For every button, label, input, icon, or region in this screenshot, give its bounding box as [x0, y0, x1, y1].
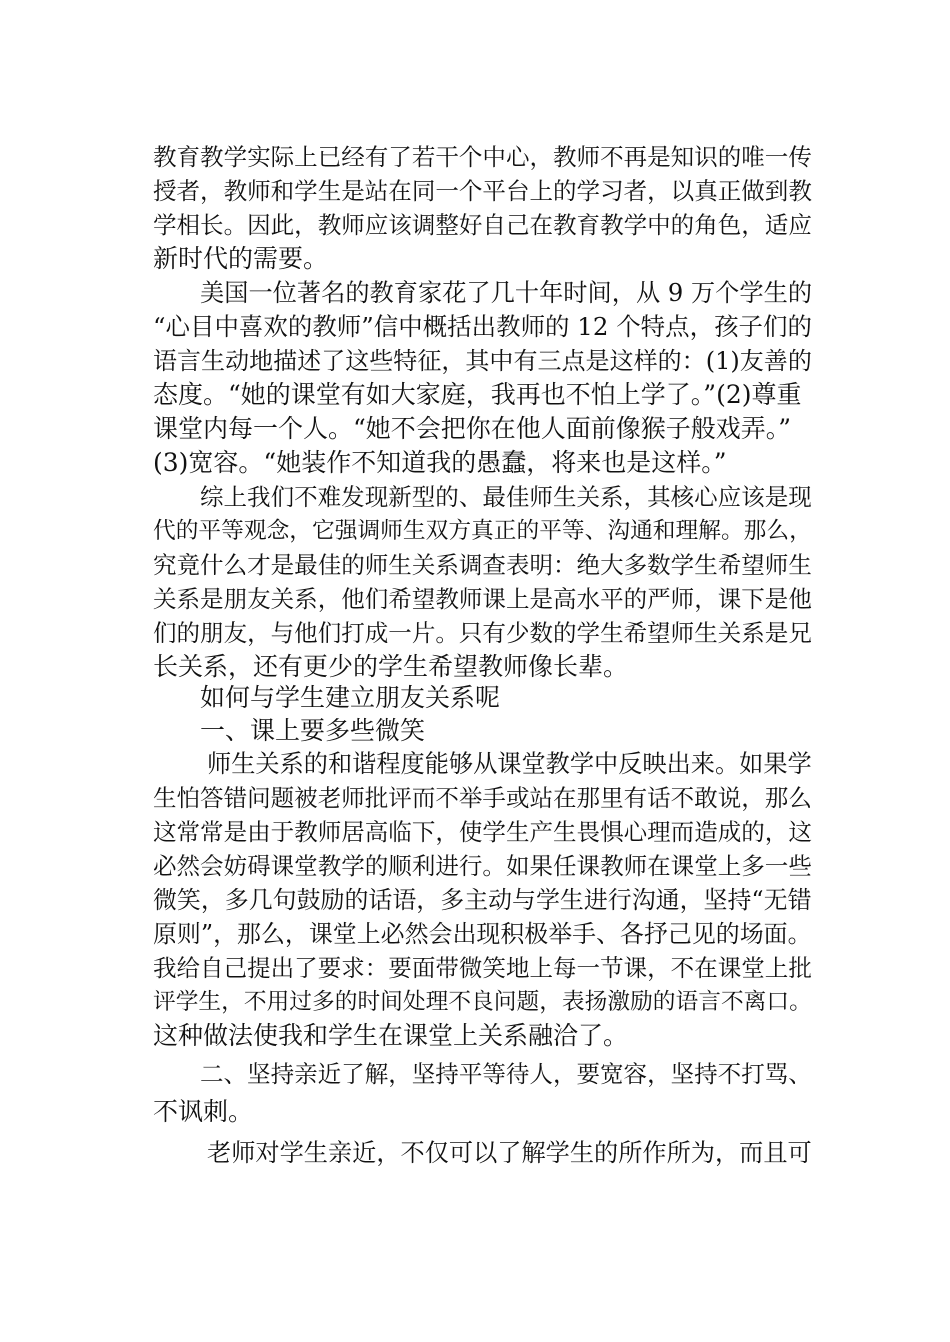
text-line: (3)宽容。“她装作不知道我的愚蠢，将来也是这样。” [153, 448, 727, 477]
text-line: 态度。“她的课堂有如大家庭，我再也不怕上学了。”(2)尊重 [153, 380, 802, 409]
text-line: 教育教学实际上已经有了若干个中心，教师不再是知识的唯一传 [153, 143, 812, 171]
text-line: 们的朋友，与他们打成一片。只有少数的学生希望师生关系是兄 [153, 619, 812, 647]
text-line: 生怕答错问题被老师批评而不举手或站在那里有话不敢说，那么 [153, 784, 812, 812]
section-heading: 二、坚持亲近了解，坚持平等待人，要宽容，坚持不打骂、 [200, 1060, 812, 1088]
text-line: 综上我们不难发现新型的、最佳师生关系，其核心应该是现 [200, 483, 812, 511]
text-line: 这常常是由于教师居高临下，使学生产生畏惧心理而造成的，这 [153, 818, 812, 846]
text-line: 新时代的需要。 [153, 244, 329, 273]
text-line: 必然会妨碍课堂教学的顺利进行。如果任课教师在课堂上多一些 [153, 852, 812, 880]
text-line: 授者，教师和学生是站在同一个平台上的学习者，以真正做到教 [153, 177, 812, 205]
text-line: 课堂内每一个人。“她不会把你在他人面前像猴子般戏弄。” [153, 414, 792, 443]
section-heading: 一、课上要多些微笑 [200, 716, 426, 745]
text-line: 长关系，还有更少的学生希望教师像长辈。 [153, 652, 629, 681]
text-line: 代的平等观念，它强调师生双方真正的平等、沟通和理解。那么， [153, 518, 812, 544]
text-line: 师生关系的和谐程度能够从课堂教学中反映出来。如果学 [207, 750, 812, 778]
text-line: 这种做法使我和学生在课堂上关系融洽了。 [153, 1021, 629, 1050]
text-line: 我给自己提出了要求：要面带微笑地上每一节课，不在课堂上批 [153, 954, 812, 982]
text-line: “心目中喜欢的教师”信中概括出教师的 12 个特点，孩子们的 [153, 312, 812, 341]
text-line: 评学生，不用过多的时间处理不良问题，表扬激励的语言不离口。 [153, 989, 812, 1015]
text-line: 微笑，多几句鼓励的话语，多主动与学生进行沟通，坚持“无错 [153, 886, 812, 914]
text-line: 语言生动地描述了这些特征，其中有三点是这样的：(1)友善的 [153, 347, 812, 375]
section-heading: 不讽刺。 [153, 1097, 254, 1126]
text-line: 美国一位著名的教育家花了几十年时间，从 9 万个学生的 [200, 279, 813, 307]
section-heading: 如何与学生建立朋友关系呢 [200, 683, 501, 712]
text-line: 究竟什么才是最佳的师生关系调查表明：绝大多数学生希望师生 [153, 551, 812, 579]
text-line: 原则”，那么，课堂上必然会出现积极举手、各抒己见的场面。 [153, 920, 812, 948]
text-line: 学相长。因此，教师应该调整好自己在教育教学中的角色，适应 [153, 211, 812, 239]
text-line: 关系是朋友关系，他们希望教师课上是高水平的严师，课下是他 [153, 585, 812, 613]
text-line: 老师对学生亲近，不仅可以了解学生的所作所为，而且可 [207, 1139, 812, 1167]
